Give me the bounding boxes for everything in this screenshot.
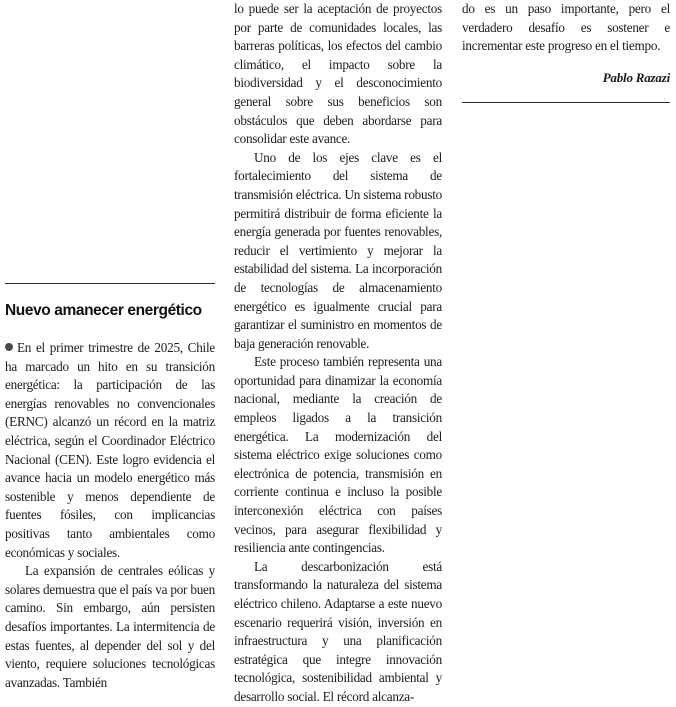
end-rule xyxy=(462,102,670,103)
bullet-icon xyxy=(5,343,13,351)
section-rule xyxy=(5,283,215,284)
paragraph: do es un paso importante, pero el verdadero desafío es sostener e incrementar este progreso en el tiempo. xyxy=(462,1,670,54)
paragraph xyxy=(5,339,215,562)
column-2 xyxy=(234,0,442,707)
paragraph: lo puede ser la aceptación de proyectos por parte de comunidades locales, las barreras políticas, los efectos del cambio climático, el impacto sobre la biodiversidad y el desconocimiento general sobre sus beneficios son obstáculos que deben abordarse para consolidar este avance. xyxy=(234,1,442,147)
paragraph-text: En el primer trimestre de 2025, Chile ha marcado un hito en su transición energética: la participación de las energías renovables no convencionales (ERNC) alcanzó un récord en la matriz eléctrica, según el Coordinador Eléctrico Nacional (CEN). Este logro evidencia el avance hacia un modelo energético más sostenible y menos dependiente de fuentes fósiles, con implicancias positivas tanto ambientales como económicas y sociales. xyxy=(5,340,215,560)
column-1 xyxy=(5,0,215,690)
paragraph: Uno de los ejes clave es el fortalecimiento del sistema de transmisión eléctrica. Un sistema robusto permitirá distribuir de forma eficiente la energía generada por fuentes renovables, reducir el vertimiento y mejorar la estabilidad del sistema. La incorporación de tecnologías de almacenamiento energético es igualmente crucial para garantizar el suministro en momentos de baja generación renovable. xyxy=(234,149,442,351)
article-heading: Nuevo amanecer energético xyxy=(5,302,202,319)
paragraph: Este proceso también representa una oportunidad para dinamizar la economía nacional, mediante la creación de empleos ligados a la transición energética. La modernización del sistema eléctrico exige soluciones como electrónica de potencia, transmisión en corriente continua e incluso la posible interconexión eléctrica con países vecinos, para asegurar flexibilidad y resiliencia ante contingencias. xyxy=(234,354,442,556)
column-3 xyxy=(462,0,670,103)
paragraph: La expansión de centrales eólicas y solares demuestra que el país va por buen camino. Sin embargo, aún persisten desafíos importantes. La intermitencia de estas fuentes, al depender del sol y del viento, requiere soluciones tecnológicas avanzadas. También xyxy=(5,563,215,690)
author-signature: Pablo Razazi xyxy=(602,69,670,85)
column-1-text xyxy=(5,339,215,692)
paragraph: La descarbonización está transformando la naturaleza del sistema eléctrico chileno. Adaptarse a este nuevo escenario requerirá visión, inversión en infraestructura y una planificación estratégica que integre innovación tecnológica, sostenibilidad ambiental y desarrollo social. El récord alcanza- xyxy=(234,558,442,704)
